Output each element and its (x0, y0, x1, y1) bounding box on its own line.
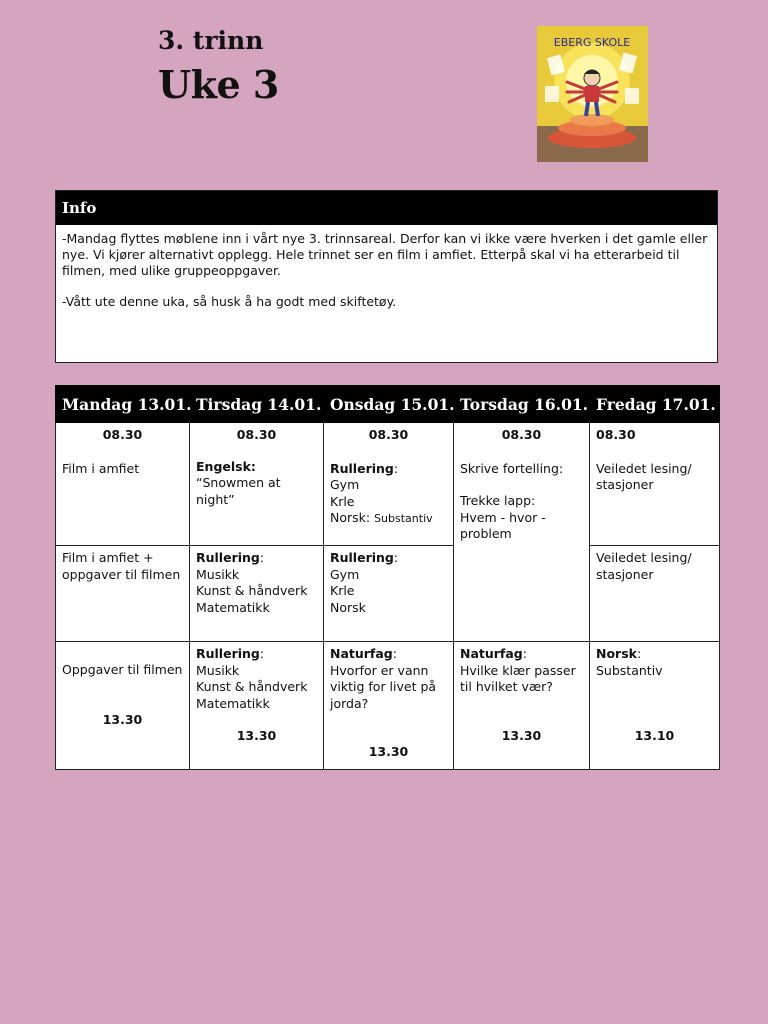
monday-start-time: 08.30 (102, 427, 143, 442)
info-paragraph-2: -Vått ute denne uka, så husk å ha godt med skiftetøy. (62, 294, 397, 309)
tuesday-block-3-line-2: Kunst & håndverk (196, 679, 308, 694)
friday-block-3-text: Substantiv (596, 662, 663, 678)
friday-block-2 (590, 546, 720, 642)
monday-block-2 (56, 546, 190, 642)
schedule-row-3 (56, 642, 720, 770)
tuesday-block-3-line-1: Musikk (196, 662, 240, 678)
schedule-row-2 (56, 546, 720, 642)
wednesday-block-2-line-3: Norsk (330, 599, 366, 615)
day-header-thursday: Torsdag 16.01. (454, 386, 590, 423)
thursday-block-3: Naturfag: Hvilke klær passer til hvilket vær? 13.30 (454, 642, 590, 770)
day-header-tuesday: Tirsdag 14.01. (190, 386, 324, 423)
wednesday-block-3-subject: Naturfag (330, 646, 393, 661)
school-logo (537, 26, 648, 162)
wednesday-start-time: 08.30 (368, 427, 409, 442)
tuesday-block-1 (190, 423, 324, 546)
monday-block-1 (56, 423, 190, 546)
wednesday-block-1-line-1: Gym (330, 477, 360, 492)
wednesday-block-3: Naturfag: Hvorfor er vann viktig for livet på jorda? 13.30 (324, 642, 454, 770)
wednesday-block-1-subject: Rullering (330, 460, 394, 476)
wednesday-block-2: Rullering: Gym Krle Norsk (324, 546, 454, 642)
thursday-block-1-line-2: Trekke lapp: (460, 493, 536, 508)
monday-end-time: 13.30 (102, 711, 143, 727)
tuesday-block-2-subject: Rullering (196, 550, 260, 565)
thursday-block-1 (454, 423, 590, 642)
friday-start-time: 08.30 (596, 427, 636, 442)
wednesday-block-3-text: Hvorfor er vann viktig for livet på jorda? (330, 662, 437, 711)
thursday-block-1-line-3: Hvem - hvor - problem (460, 509, 546, 541)
friday-block-1-text: Veiledet lesing/ stasjoner (596, 460, 692, 492)
tuesday-block-2-line-1: Musikk (196, 566, 240, 582)
wednesday-block-1-norsk-topic: Substantiv (374, 512, 433, 525)
wednesday-block-2-subject: Rullering (330, 550, 394, 565)
friday-end-time: 13.10 (634, 728, 675, 743)
weekly-schedule (55, 385, 720, 770)
monday-block-1-text: Film i amfiet (62, 460, 140, 476)
wednesday-block-2-line-1: Gym (330, 566, 360, 582)
info-box (55, 190, 718, 363)
schedule-header-row (56, 386, 720, 423)
friday-block-3: Norsk: Substantiv 13.10 (590, 642, 720, 770)
day-header-monday: Mandag 13.01. (56, 386, 190, 423)
logo-text: EBERG SKOLE (553, 36, 631, 49)
thursday-end-time: 13.30 (501, 727, 542, 743)
info-title: Info (56, 191, 717, 225)
thursday-block-1-line-1: Skrive fortelling: (460, 460, 564, 476)
thursday-block-3-subject: Naturfag (460, 646, 523, 661)
thursday-block-3-text: Hvilke klær passer til hvilket vær? (460, 662, 576, 694)
friday-block-3-subject: Norsk (596, 646, 637, 661)
tuesday-block-2-line-3: Matematikk (196, 599, 270, 615)
friday-block-2-text: Veiledet lesing/ stasjoner (596, 550, 692, 582)
tuesday-block-3-line-3: Matematikk (196, 695, 270, 711)
wednesday-block-1: 08.30 Rullering: Gym Krle Norsk: Substantiv (324, 423, 454, 546)
tuesday-end-time: 13.30 (236, 728, 277, 743)
wednesday-block-1-line-2: Krle (330, 493, 355, 509)
wednesday-end-time: 13.30 (368, 744, 409, 759)
tuesday-block-1-subject: Engelsk: (196, 458, 256, 474)
monday-block-3-text: Oppgaver til filmen (62, 662, 183, 677)
schedule-row-1 (56, 423, 720, 546)
monday-block-3 (56, 642, 190, 770)
grade-heading: 3. trinn (158, 26, 264, 55)
wednesday-block-1-norsk: Norsk: (330, 510, 375, 525)
info-body (56, 225, 717, 310)
tuesday-block-2: Rullering: Musikk Kunst & håndverk Matematikk (190, 546, 324, 642)
tuesday-block-2-line-2: Kunst & håndverk (196, 583, 308, 598)
day-header-wednesday: Onsdag 15.01. (324, 386, 454, 423)
info-paragraph-1: -Mandag flyttes møblene inn i vårt nye 3. trinnsareal. Derfor kan vi ikke være hverken i det gamle eller nye. Vi kjører alternativt opplegg. Hele trinnet ser en film i amfiet. Etterpå skal vi ha etterarbeid til filmen, med ulike gruppeoppgaver. (62, 231, 708, 278)
tuesday-block-1-text: “Snowmen at night” (196, 475, 281, 507)
friday-block-1 (590, 423, 720, 546)
day-header-friday: Fredag 17.01. (590, 386, 720, 423)
thursday-start-time: 08.30 (501, 427, 542, 442)
wednesday-block-2-line-2: Krle (330, 583, 355, 598)
tuesday-start-time: 08.30 (236, 427, 277, 442)
tuesday-block-3-subject: Rullering (196, 646, 260, 661)
monday-block-2-text: Film i amfiet + oppgaver til filmen (62, 550, 181, 582)
tuesday-block-3: Rullering: Musikk Kunst & håndverk Matematikk 13.30 (190, 642, 324, 770)
week-heading: Uke 3 (158, 62, 279, 107)
